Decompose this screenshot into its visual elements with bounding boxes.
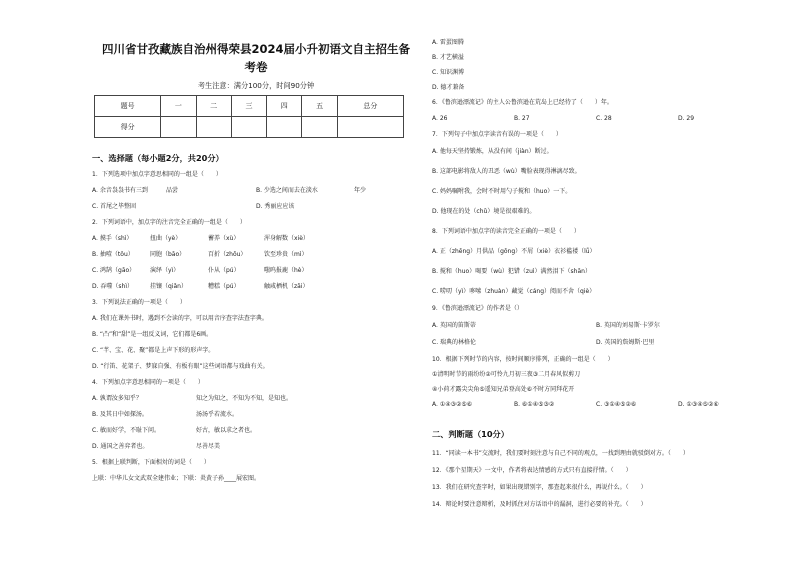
q1-stem: 1．下列选项中加点字意思相同的一组是（ ） [92, 171, 222, 179]
q2-b-word: 同胞（bāo） [150, 251, 186, 259]
q4-d-left: D. 通国之善弈者也。 [92, 443, 149, 451]
q3-stem: 3．下列说法正确的一项是（ ） [92, 299, 186, 307]
q10-line-1: ①清明时节的雨纷纷②可怜九月初三夜③二月春风似剪刀 [432, 371, 581, 378]
q5-option-b: B. 才艺横溢 [432, 54, 464, 61]
q1-option-c: C. 首尾之毕整固 [92, 203, 137, 211]
q3-option-b: B. “凸”和“甜”是一组反义词，它们都是6画。 [92, 331, 213, 339]
q4-c-right: 好古，敏以求之者也。 [196, 427, 257, 435]
score-table [94, 95, 404, 138]
q10-line-2: ④小荷才露尖尖角⑤遥知兄弟登高处⑥不时方同拜花开 [432, 386, 575, 393]
q4-c-left: C. 敏而好学，不耻下问。 [92, 427, 161, 435]
q1-option-b-extra: 年少 [354, 187, 367, 195]
q5-couplet: 上联：中华儿女文武双全建伟业；下联：炎黄子孙____展宏图。 [92, 475, 261, 483]
q1-option-b: B. 少选之间而去在淡水 [256, 187, 318, 195]
section-1-heading: 一、选择题（每小题2分，共20分） [92, 153, 224, 164]
score-table-row [95, 117, 404, 138]
q2-d-word: 糟糕（pú） [208, 283, 240, 291]
q8-option-a: A. 正（zhēng）月供品（gōng）不屑（xiè）衣衫褴褛（lǚ） [432, 248, 596, 255]
left-column [92, 40, 420, 482]
q5-option-d: D. 德才兼备 [432, 84, 465, 91]
q9-stem: 9．《鲁滨逊漂流记》的作者是（） [432, 305, 523, 312]
q2-b-word: B. 抽噎（tǒu） [92, 251, 134, 259]
q4-a-left: A. 孰谓汝多知乎？ [92, 395, 142, 403]
score-table-header-row [95, 96, 404, 117]
q5-option-c: C. 知识渊博 [432, 69, 465, 76]
q3-option-d: D. “行笛、花架子、梦寐自强、有板有眼”这些词语都与戏曲有关。 [92, 363, 269, 371]
q1-option-a: A. 余音袅袅书有三到 [92, 187, 148, 195]
right-column [432, 40, 762, 508]
score-cell[interactable] [337, 117, 403, 138]
q7-option-b: B. 这部电影将敌人的丑恶（wù）嘴脸表现得淋漓尽致。 [432, 168, 581, 175]
q1-option-d: D. 秀丽应应该 [256, 203, 295, 211]
q2-c-word: 演绎（yì） [150, 267, 180, 275]
q10-option-a: A. ①④③②⑤⑥ [432, 401, 473, 408]
q8-stem: 8．下列词语中加点字的读音完全正确的一项是（ ） [432, 228, 580, 235]
q5-option-a: A. 雷蛋图腾 [432, 39, 464, 46]
title-line-1: 四川省甘孜藏族自治州得荣县2024届小升初语文自主招生备 [101, 42, 410, 56]
q10-option-c: C. ③①④⑤②⑥ [596, 401, 637, 408]
score-cell[interactable] [231, 117, 266, 138]
title-line-2: 考卷 [244, 60, 268, 74]
q7-stem: 7．下列句子中加点字读音有误的一项是（ ） [432, 131, 562, 138]
exam-notice: 考生注意：满分100分，时间90分钟 [197, 81, 315, 90]
q9-option-c: C. 瑞典的林格伦 [432, 339, 477, 346]
q8-option-c: C. 唠叨（yì）哆嗦（zhuàn）藏觉（cáng）阅而不舍（qiè） [432, 288, 596, 295]
q6-option-a: A. 26 [432, 115, 448, 122]
q9-option-a: A. 英国的笛斯蒂 [432, 322, 476, 329]
score-cell[interactable] [161, 117, 196, 138]
judge-item-11: 11．“同读一本书”交流时，我们要时刻注意与自己不同的观点，一找到理由就驳倒对方。（ ） [432, 450, 689, 458]
q7-option-a: A. 他每天坚持锻炼，从没有间（jiàn）断过。 [432, 148, 553, 155]
q9-option-d: D. 英国的詹姆斯·巴里 [596, 339, 655, 346]
score-header-cell: 总分 [337, 96, 403, 117]
q4-d-right: 尽善尽美 [196, 443, 221, 451]
q1-row-cd [92, 204, 420, 210]
q9-row-ab [432, 323, 762, 329]
q4-option-a [92, 396, 420, 402]
section-2-heading: 二、判断题（10分） [432, 429, 509, 439]
score-header-cell: 题号 [95, 96, 161, 117]
score-header-cell: 三 [231, 96, 266, 117]
q2-stem: 2．下列词语中，加点字的注音完全正确的一组是（ ） [92, 219, 246, 227]
score-cell[interactable] [302, 117, 337, 138]
q2-d-word: D. 吞噬（shì） [92, 283, 134, 291]
q2-option-c [92, 268, 420, 274]
q2-d-word: 挂镶（qiǎn） [150, 283, 187, 291]
q8-option-b: B. 搅和（huo）喝要（wù）犯错（zuì）满然泪下（shān） [432, 268, 591, 275]
q2-c-word: 仆从（pú） [208, 267, 240, 275]
q1-row-ab [92, 188, 420, 194]
q2-option-a [92, 236, 420, 242]
q10-option-b: B. ⑥①④⑤③② [514, 401, 555, 408]
exam-title [92, 40, 420, 76]
q2-a-word: 浑身解数（xiè） [264, 235, 309, 243]
score-cell[interactable] [196, 117, 231, 138]
q2-d-word: 触咸栖机（zāi） [264, 283, 309, 291]
q4-option-b [92, 412, 420, 418]
q2-a-word: 蓄养（xù） [208, 235, 240, 243]
q6-option-b: B. 27 [514, 115, 530, 122]
q9-row-cd [432, 340, 762, 346]
q10-options [432, 402, 762, 408]
q2-c-word: 嗤呜报鹿（hè） [264, 267, 308, 275]
score-header-cell: 二 [196, 96, 231, 117]
q7-option-d: D. 他现在的处（chǔ）境是很艰难的。 [432, 208, 536, 215]
q4-option-d [92, 444, 420, 450]
q3-option-a: A. 我们在课外书时，遇到不会读的字，可以用音序查字法查字典。 [92, 315, 268, 323]
q2-c-word: C. 鸿鹄（gāo） [92, 267, 136, 275]
judge-item-14: 14．辩论时要注意辩析，及时抓住对方话语中的漏洞，进行必要的补充。（ ） [432, 501, 647, 509]
judge-item-12: 12．《那个星期天》一文中，作者将表达情感的方式只有直接抒情。（ ） [432, 467, 632, 475]
q4-b-right: 汤汤乎若流水。 [196, 411, 239, 419]
q2-option-d [92, 284, 420, 290]
q6-option-d: D. 29 [678, 115, 695, 122]
q9-option-b: B. 英国的刘易斯·卡罗尔 [596, 322, 660, 329]
q2-option-b [92, 252, 420, 258]
q5-stem: 5．根据上联判断，下面相対的词是（ ） [92, 459, 210, 467]
q10-stem: 10．根据下列时节的内容，按时间顺序排列，正确的一组是（ ） [432, 356, 614, 363]
q4-b-left: B. 及其日中如探汤。 [92, 411, 148, 419]
q7-option-c: C. 妈妈嘱咐我，会时不时用勺子搅和（huo）一下。 [432, 188, 572, 195]
q4-a-right: 知之为知之，不知为不知，是知也。 [196, 395, 293, 403]
q4-stem: 4．下列加点字意思相同的一项是（ ） [92, 379, 204, 387]
score-header-cell: 一 [161, 96, 196, 117]
q3-option-c: C. “芊、宝、花、聚”都是上声下形的形声字。 [92, 347, 215, 355]
q6-option-c: C. 28 [596, 115, 612, 122]
q2-b-word: 百折（zhōu） [208, 251, 247, 259]
score-cell[interactable] [267, 117, 302, 138]
judge-item-13: 13．我们在研究查字时，如果出现错别字，那查起来很什么，再说什么。（ ） [432, 484, 647, 492]
score-header-cell: 四 [267, 96, 302, 117]
score-header-cell: 五 [302, 96, 337, 117]
q6-options [432, 116, 762, 122]
q4-option-c [92, 428, 420, 434]
q2-a-word: A. 摸手（shì） [92, 235, 133, 243]
q2-b-word: 饮至珍贵（mì） [264, 251, 308, 259]
q2-a-word: 扭曲（yè） [150, 235, 182, 243]
q1-option-a-extra: 品尝 [166, 187, 179, 195]
score-row-label: 得分 [95, 117, 161, 138]
q6-stem: 6．《鲁滨逊漂流记》的主人公鲁滨逊在荒岛上已经待了（ ）年。 [432, 99, 613, 106]
q10-option-d: D. ①③④⑤②⑥ [678, 401, 719, 408]
